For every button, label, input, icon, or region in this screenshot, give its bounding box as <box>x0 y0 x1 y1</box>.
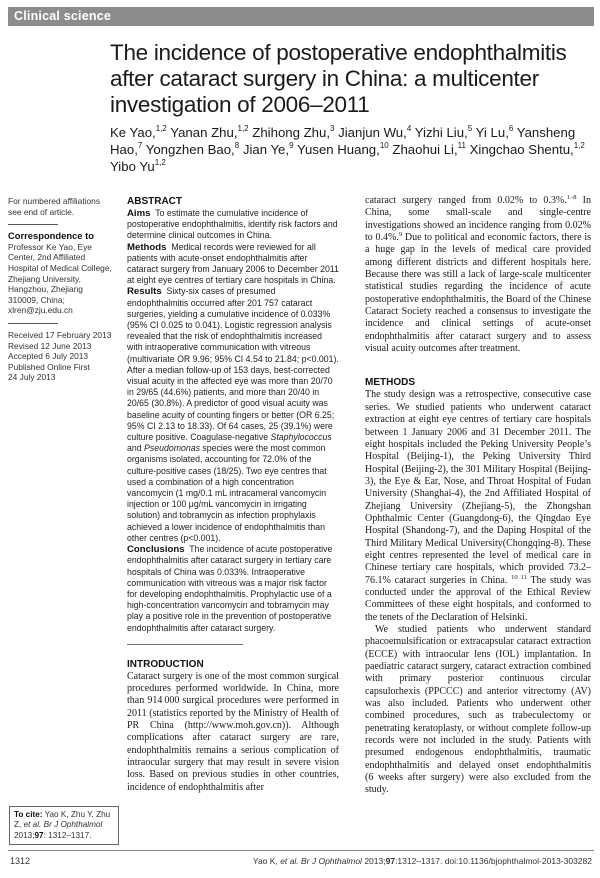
footer-year: 2013; <box>361 856 386 866</box>
author-list <box>110 124 590 175</box>
abstract-divider <box>127 644 243 645</box>
methods-text: Medical records were reviewed for all patients with acute-onset endophthalmitis after cataract surgery from January 2006 to December 2011 at eight eye centres of tertiary care hospitals in China. <box>127 241 339 286</box>
introduction-text: Cataract surgery is one of the most common surgical procedures performed worldwide. In China, more than 914 000 surgical procedures were performed in 2011 (statistics reported by the Ministry of Health of PR China (http://www.moh.gov.cn)). Although complications after cataract surgery are rare, endophthalmitis remains a serious complication of intraocular surgery that may result in severe vision loss. Based on previous studies in other countries, incidence of endophthalmitis after <box>127 670 339 793</box>
page-number: 1312 <box>10 856 31 866</box>
author-name: Zhaohui Li, <box>392 142 458 157</box>
aims-label: Aims <box>127 208 151 219</box>
article-sidebar <box>8 196 113 383</box>
results-text-cont: species were the most common organisms isolated, accounting for 72.0% of the culture-positive cases (18/25). Two eye centres that used a combination of a high concentration vancomycin (1 mg/0.1 mL intracameral vancomycin injection or 100 μg/mL vancomycin in irrigating solution) and tobramycin as infection prophylaxis achieved a lower incidence of endophthalmitis than other centres (p<0.001). <box>127 443 327 543</box>
footer-journal: Br J Ophthalmol <box>301 856 362 866</box>
cite-authors: Yao K, Zhu Y, Zhu Z, <box>14 810 111 830</box>
author-name: Yansheng Hao, <box>110 125 576 157</box>
author-name: Yongzhen Bao, <box>145 142 235 157</box>
methods-p1-text: The study design was a retrospective, consecutive case series. We studied patients who underwent cataract extraction at eight eye centres of tertiary care hospitals between 1 January 2006 and 31 December 2011. The eight hospitals included the Peking University People’s Hospital (Beijing-1), the Peking University Third Hospital (Beijing-2), the 301 Military Hospital (Beijing-3), the Eye & Ear, Nose, and Throat Hospital of Fudan University (Shanghai-4), the 2nd Affiliated Hospital of Zhejiang University (Zhejiang-5), the Zhongshan Ophthalmic Center (Guangdong-6), the Qingdao Eye Hospital (Shandong-7), and the Daping Hospital of the Third Military Medical University(Chongqing-8). These eight centres represented the level of medical care in Chinese tertiary care hospitals, which provided 73.2–76.1% cataract surgeries in China. <box>365 389 591 586</box>
cite-pages: : 1312–1317. <box>43 830 92 840</box>
abstract-aims <box>127 208 339 242</box>
abstract-heading: ABSTRACT <box>127 196 182 207</box>
author-name: Yanan Zhu, <box>170 125 238 140</box>
author-affiliation-ref: 9 <box>289 141 294 150</box>
author-name: Yusen Huang, <box>296 142 380 157</box>
author-name: Yizhi Liu, <box>414 125 468 140</box>
footer-citation <box>253 856 592 866</box>
introduction-heading: INTRODUCTION <box>127 658 204 670</box>
author-affiliation-ref: 1,2 <box>237 124 249 133</box>
date-revised: Revised 12 June 2013 <box>8 340 92 351</box>
author-name: Xingchao Shentu, <box>469 142 574 157</box>
author-name: Jianjun Wu, <box>338 125 407 140</box>
author-affiliation-ref: 1,2 <box>154 158 166 167</box>
date-published-label: Published Online First <box>8 361 90 372</box>
author-name: Jian Ye, <box>242 142 290 157</box>
footer-doi[interactable]: :1312–1317. doi:10.1136/bjophthalmol-2013-303282 <box>395 856 592 866</box>
methods-p1-end: The study was conducted under the approval of the Ethical Review Committees of these eight hospitals, and conformed to the tenets of the Declaration of Helsinki. <box>365 574 591 623</box>
conclusions-text: The incidence of acute postoperative endophthalmitis after cataract surgery in tertiary care hospitals of China was 0.033%. Intraoperative communication with vitreous was a major risk factor for developing endophthalmitis. Prophylactic use of a high-concentration vancomycin and tobramycin may play a positive role in the prevention of postoperative endophthalmitis after cataract surgery. <box>127 544 333 633</box>
divider <box>8 323 58 324</box>
divider <box>8 224 58 225</box>
abstract <box>127 196 339 634</box>
date-published: 24 July 2013 <box>8 372 56 383</box>
citation-ref[interactable]: 1–8 <box>566 194 577 201</box>
author-affiliation-ref: 1,2 <box>573 141 585 150</box>
section-label: Clinical science <box>14 9 111 23</box>
intro-cont-text-3: Due to political and economic factors, there is a huge gap in the levels of medical care provided among different districts and different hospitals here. Because there was still a lack of large-scale multicenter statistical studies regarding the incidence of acute postoperative endophthalmitis, the Board of the Chinese Cataract Society reached a consensus to investigate the incidence and clinical settings of acute-onset endophthalmitis after cataract surgery and to assess visual acuity outcomes after treatment. <box>365 232 591 355</box>
footer-divider <box>8 850 594 851</box>
cite-etal: et al. <box>23 820 42 830</box>
author-name: Yibo Yu <box>110 159 155 174</box>
author-affiliation-ref: 5 <box>467 124 473 133</box>
results-organism-1: Staphylococcus <box>270 432 332 443</box>
author-name: Zhihong Zhu, <box>252 125 331 140</box>
author-affiliation-ref: 7 <box>137 141 143 150</box>
results-text-and: and <box>127 443 145 454</box>
author-affiliation-ref: 3 <box>330 124 335 133</box>
correspondence-heading: Correspondence to <box>8 230 94 242</box>
footer-authors: Yao K, <box>252 856 278 866</box>
author-affiliation-ref: 4 <box>406 124 412 133</box>
column-right <box>365 195 591 797</box>
conclusions-label: Conclusions <box>127 544 185 556</box>
cite-journal: Br J Ophthalmol <box>43 820 103 830</box>
author-affiliation-ref: 11 <box>457 141 466 150</box>
methods-heading: METHODS <box>365 377 415 389</box>
citation-box <box>9 806 119 845</box>
introduction-continued <box>365 195 591 355</box>
intro-cont-text-2: In China, some small-scale and single-centre investigations showed an incidence ranging from 0.02% to 0.4%. <box>365 195 591 244</box>
abstract-methods <box>127 242 339 287</box>
cite-label: To cite: <box>14 810 43 819</box>
footer-volume: 97 <box>385 856 396 866</box>
author-affiliation-ref: 6 <box>508 124 514 133</box>
results-label: Results <box>127 286 162 298</box>
section-header-bar <box>8 7 594 26</box>
citation-ref[interactable]: 9 <box>398 231 403 239</box>
footer-etal: et al. <box>280 856 299 866</box>
date-received: Received 17 February 2013 <box>8 329 112 340</box>
author-affiliation-ref: 8 <box>234 141 240 150</box>
article-title: The incidence of postoperative endophthalmitis after cataract surgery in China: a multicenter investigation of 2006–2011 <box>110 40 567 117</box>
cite-volume: 97 <box>34 830 44 840</box>
abstract-conclusions <box>127 544 339 634</box>
correspondence-text: Professor Ke Yao, Eye Center, 2nd Affiliated Hospital of Medical College, Zhejiang University, Hangzhou, Zhejiang 310009, China; xlren@zju.edu.cn <box>8 241 112 316</box>
author-name: Ke Yao, <box>110 125 156 140</box>
date-accepted: Accepted 6 July 2013 <box>8 351 89 362</box>
results-organism-2: Pseudomonas <box>144 443 200 454</box>
affiliations-note: For numbered affiliations see end of article. <box>8 196 101 217</box>
author-affiliation-ref: 10 <box>379 141 389 150</box>
cite-year: 2013; <box>14 830 35 840</box>
column-left <box>127 196 339 794</box>
citation-ref[interactable]: 10 11 <box>511 573 527 581</box>
abstract-results <box>127 286 339 544</box>
author-name: Yi Lu, <box>475 125 509 140</box>
results-text: Sixty-six cases of presumed endophthalmitis occurred after 201 757 cataract surgeries, yielding a cumulative incidence of 0.033% (95% CI 0.025 to 0.041). Logistic regression analysis revealed that the risk of endophthalmitis increased with intraoperative communication with vitreous (multivariate OR 9.96; 95% CI 4.54 to 21.84; p<0.001). After a median follow-up of 153 days, best-corrected visual acuity in the affected eye was more than 20/70 in 29/65 (44.6%) patients, and more than 20/40 in 20/65 (30.8%). A predictor of good visual acuity was baseline acuity of counting fingers or better (OR 6.25; 95% CI 2.13 to 18.33). Of 64 cases, 25 (39.1%) were culture positive. Coagulase-negative <box>127 286 339 443</box>
methods-paragraph-1 <box>365 389 591 624</box>
author-affiliation-ref: 1,2 <box>155 124 167 133</box>
methods-paragraph-2: We studied patients who underwent standard phacoemulsification or extracapsular cataract extraction (ECCE) with intraocular lens (IOL) implantation. In paediatric cataract surgery, cataract extraction combined with primary posterior continuous circular capsulorhexis (PPCCC) and anterior vitrectomy (AV) was also included. Patients who underwent other combined procedures, such as trabeculectomy or penetrating keratoplasty, or without complete follow-up records were not included in the study. Patients with presumed endogenous endophthalmitis, traumatic endophthalmitis and delayed onset endophthalmitis (6 weeks after surgery) were also excluded from the study. <box>365 624 591 796</box>
methods-label: Methods <box>127 241 167 253</box>
aims-text: To estimate the cumulative incidence of postoperative endophthalmitis, identify risk factors and determine clinical outcomes in China. <box>127 208 338 241</box>
intro-cont-text-1: cataract surgery ranged from 0.02% to 0.3%. <box>365 195 567 206</box>
